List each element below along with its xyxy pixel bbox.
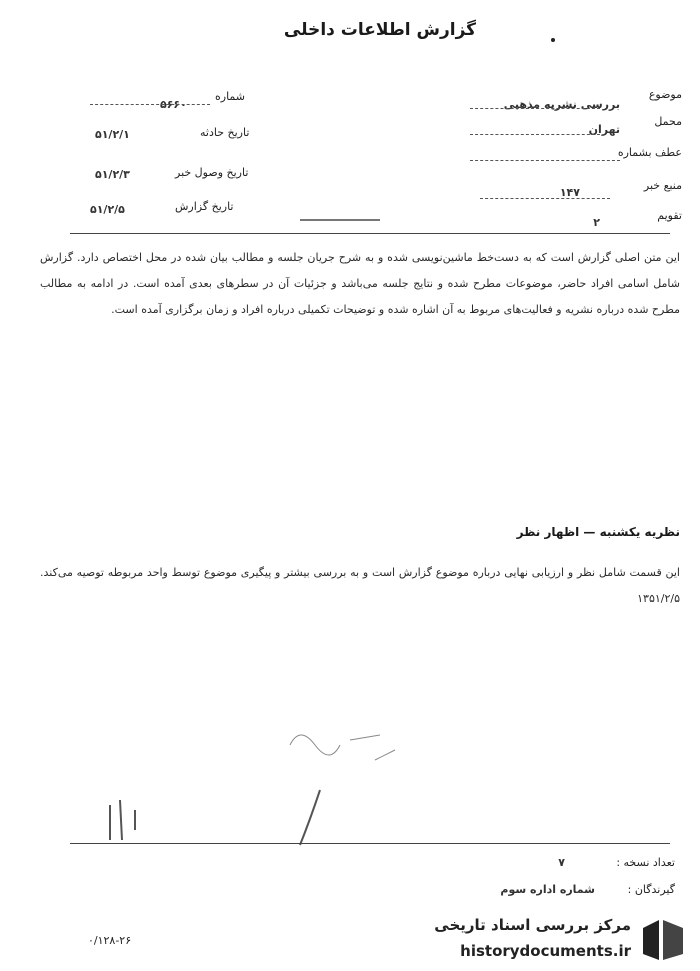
location-label: محمل — [654, 115, 682, 128]
incident-date-value: ۵۱/۲/۱ — [95, 128, 130, 141]
body-paragraph-1: این متن اصلی گزارش است که به دست‌خط ماشین‌نویسی شده و به شرح جریان جلسه و مطالب بیان شده در محل اختصاص دارد. گزارش شامل اسامی افراد حاضر، موضوعات مطرح شده و نتایج جلسه می‌باشد و جزئیات آن در سطرهای بعدی آمده است. در ادامه به مطالب مطرح شده درباره نشریه و فعالیت‌های مربوط به آن اشاره شده و توضیحات تکمیلی درباره افراد و زمان برگزاری آمده است. — [40, 251, 680, 316]
subject-line — [470, 108, 600, 109]
addressee-line — [470, 160, 620, 161]
document-code: ۰/۱۲۸-۲۶ — [88, 934, 132, 947]
footer-rule — [70, 843, 670, 844]
report-date-label: تاریخ گزارش — [175, 200, 234, 213]
signature-mark — [280, 700, 420, 770]
stamp-mark — [300, 205, 380, 221]
logo-text-fa: مرکز بررسی اسناد تاریخی — [434, 916, 631, 934]
evaluation-value: ۲ — [593, 216, 600, 229]
report-date-value: ۵۱/۲/۵ — [90, 203, 125, 216]
number-value: ۵۶۶۰ — [160, 98, 187, 111]
receipt-date-label: تاریخ وصول خبر — [175, 166, 249, 179]
header-dot — [551, 38, 555, 42]
evaluation-label: تقویم — [657, 209, 682, 222]
handwritten-mark — [90, 780, 350, 850]
page-title: گزارش اطلاعات داخلی — [283, 20, 477, 40]
addressee-label: عطف بشماره — [617, 146, 682, 159]
source-label: منبع خبر — [643, 179, 682, 192]
source-value: ۱۴۷ — [559, 186, 580, 199]
copies-value: ۷ — [558, 856, 565, 869]
archive-logo-icon — [637, 914, 689, 966]
section-heading: نظریه یکشنبه — اظهار نظر — [516, 525, 680, 539]
archive-logo — [408, 912, 693, 968]
incident-date-label: تاریخ حادثه — [200, 126, 250, 139]
header-rule — [70, 233, 670, 234]
logo-text-en: historydocuments.ir — [460, 942, 631, 960]
receipt-date-value: ۵۱/۲/۳ — [95, 168, 130, 181]
body-paragraph-2: این قسمت شامل نظر و ارزیابی نهایی درباره موضوع گزارش است و به بررسی بیشتر و پیگیری موضوع توسط واحد مربوطه توصیه می‌کند. ۱۳۵۱/۲/۵ — [40, 566, 680, 605]
source-line — [480, 198, 610, 199]
copies-label: تعداد نسخه : — [616, 856, 675, 869]
location-value: تهران — [588, 123, 620, 136]
recipients-value: شماره اداره سوم — [500, 883, 595, 896]
subject-label: موضوع — [648, 88, 682, 101]
number-label: شماره — [215, 90, 246, 103]
number-line — [90, 104, 210, 105]
location-line — [470, 134, 600, 135]
subject-value: بررسی نشریه مذهبی — [503, 98, 620, 111]
recipients-label: گیرندگان : — [627, 883, 675, 896]
